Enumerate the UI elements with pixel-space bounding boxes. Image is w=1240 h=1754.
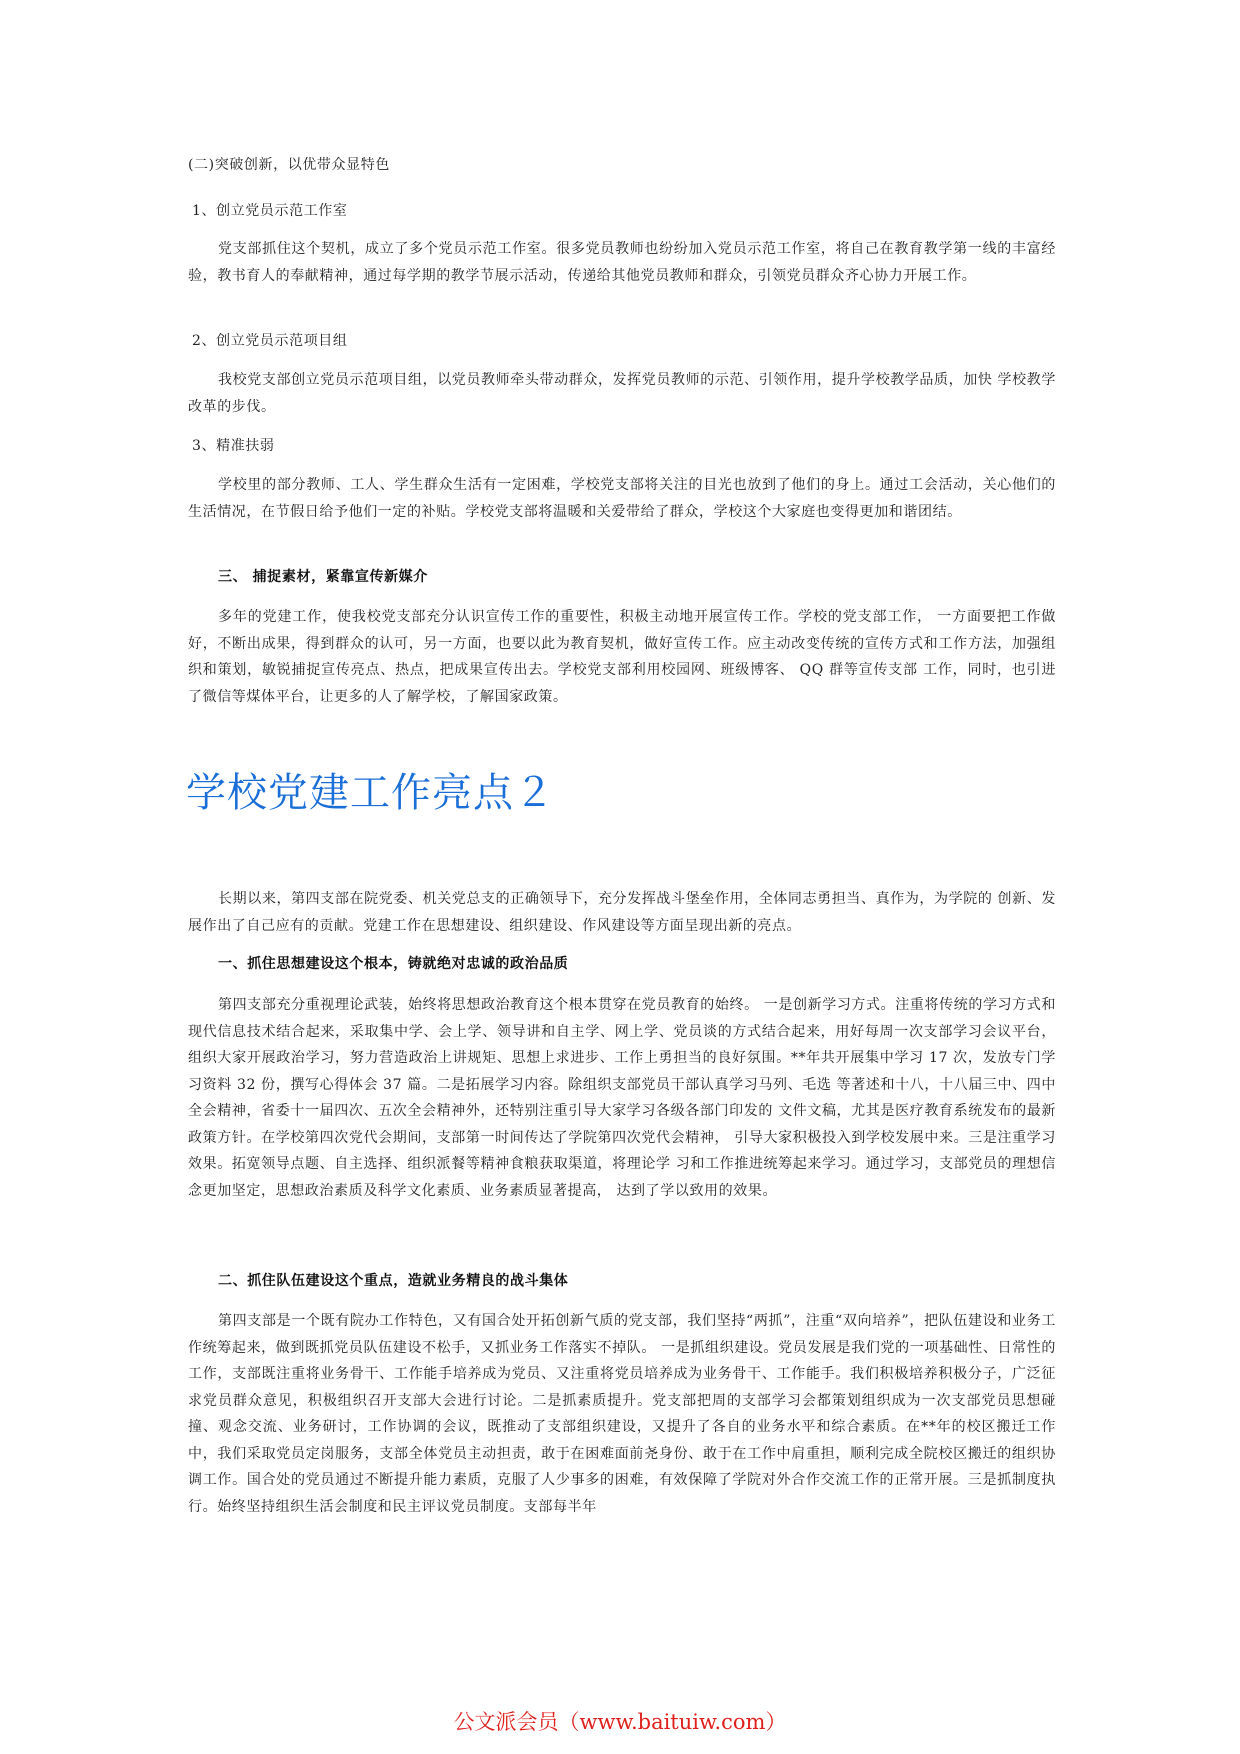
section-heading-3: 三、 捕捉素材，紧靠宣传新媒介 <box>218 569 428 585</box>
item-heading-1: 1、创立党员示范工作室 <box>192 203 348 219</box>
item-heading-3: 3、精准扶弱 <box>192 438 275 454</box>
paragraph-item-1: 党支部抓住这个契机，成立了多个党员示范工作室。很多党员教师也纷纷加入党员示范工作室，将自己在教育教学第一线的丰富经验，教书育人的奉献精神，通过每学期的教学节展示活动，传递给其他党员教师和群众，引领党员群众齐心协力开展工作。 <box>188 241 1056 284</box>
paragraph-item-2: 我校党支部创立党员示范项目组，以党员教师牵头带动群众，发挥党员教师的示范、引领作用，提升学校教学品质，加快 学校教学改革的步伐。 <box>188 372 1056 415</box>
section-heading-team: 二、抓住队伍建设这个重点，造就业务精良的战斗集体 <box>218 1273 569 1289</box>
paragraph-item-3: 学校里的部分教师、工人、学生群众生活有一定困难，学校党支部将关注的目光也放到了他们的身上。通过工会活动，关心他们的生活情况，在节假日给予他们一定的补贴。学校党支部将温暖和关爱带给了群众，学校这个大家庭也变得更加和谐团结。 <box>188 477 1056 520</box>
paragraph-ideology: 第四支部充分重视理论武装，始终将思想政治教育这个根本贯穿在党员教育的始终。 一是创新学习方式。注重将传统的学习方式和现代信息技术结合起来，采取集中学、会上学、领导讲和自主学、网上学、党员谈的方式结合起来，用好每周一次支部学习会议平台，组织大家开展政治学习，努力营造政治上讲规矩、思想上求进步、工作上勇担当的良好氛围。**年共开展集中学习 17 次，发放专门学习资料 32 份，撰写心得体会 37 篇。二是拓展学习内容。除组织支部党员干部认真学习马列、毛选 等著述和十八，十八届三中、四中全会精神，省委十一届四次、五次全会精神外，还特别注重引导大家学习各级各部门印发的 文件文稿，尤其是医疗教育系统发布的最新政策方针。在学校第四次党代会期间，支部第一时间传达了学院第四次党代会精神， 引导大家积极投入到学校发展中来。三是注重学习效果。拓宽领导点题、自主选择、组织派餐等精神食粮获取渠道，将理论学 习和工作推进统筹起来学习。通过学习，支部党员的理想信念更加坚定，思想政治素质及科学文化素质、业务素质显著提高， 达到了学以致用的效果。 <box>188 997 1056 1199</box>
paragraph-team: 第四支部是一个既有院办工作特色，又有国合处开拓创新气质的党支部，我们坚持“两抓”，注重“双向培养”，把队伍建设和业务工作统筹起来，做到既抓党员队伍建设不松手，又抓业务工作落实不掉队。 一是抓组织建设。党员发展是我们党的一项基础性、日常性的工作，支部既注重将业务骨干、工作能手培养成为党员、又注重将党员培养成为业务骨干、工作能手。我们积极培养积极分子，广泛征求党员群众意见，积极组织召开支部大会进行讨论。二是抓素质提升。党支部把周的支部学习会都策划组织成为一次支部党员思想碰撞、观念交流、业务研讨，工作协调的会议，既推动了支部组织建设，又提升了各自的业务水平和综合素质。在**年的校区搬迁工作中，我们采取党员定岗服务，支部全体党员主动担责，敢于在困难面前尧身份、敢于在工作中肩重担，顺利完成全院校区搬迁的组织协调工作。国合处的党员通过不断提升能力素质，克服了人少事多的困难，有效保障了学院对外合作交流工作的正常开展。三是抓制度执行。始终坚持组织生活会制度和民主评议党员制度。支部每半年 <box>188 1313 1056 1515</box>
paragraph-intro: 长期以来，第四支部在院党委、机关党总支的正确领导下，充分发挥战斗堡垒作用，全体同志勇担当、真作为，为学院的 创新、发展作出了自己应有的贡献。党建工作在思想建设、组织建设、作风建设等方面呈现出新的亮点。 <box>188 891 1056 934</box>
paragraph-publicity: 多年的党建工作，使我校党支部充分认识宣传工作的重要性，积极主动地开展宣传工作。学校的党支部工作， 一方面要把工作做好，不断出成果，得到群众的认可，另一方面，也要以此为教育契机，做好宣传工作。应主动改变传统的宣传方式和工作方法，加强组织和策划，敏锐捕捉宣传亮点、热点，把成果宣传出去。学校党支部利用校园网、班级博客、 QQ 群等宣传支部 工作，同时，也引进了微信等煤体平台，让更多的人了解学校，了解国家政策。 <box>188 609 1056 705</box>
footer-watermark: 公文派会员（www.baituiw.com） <box>453 1710 787 1734</box>
section-heading-ideology: 一、抓住思想建设这个根本，铸就绝对忠诚的政治品质 <box>218 956 569 972</box>
subheading-breakthrough: (二)突破创新，以优带众显特色 <box>188 157 390 173</box>
item-heading-2: 2、创立党员示范项目组 <box>192 333 348 349</box>
article-title: 学校党建工作亮点２ <box>186 770 555 816</box>
